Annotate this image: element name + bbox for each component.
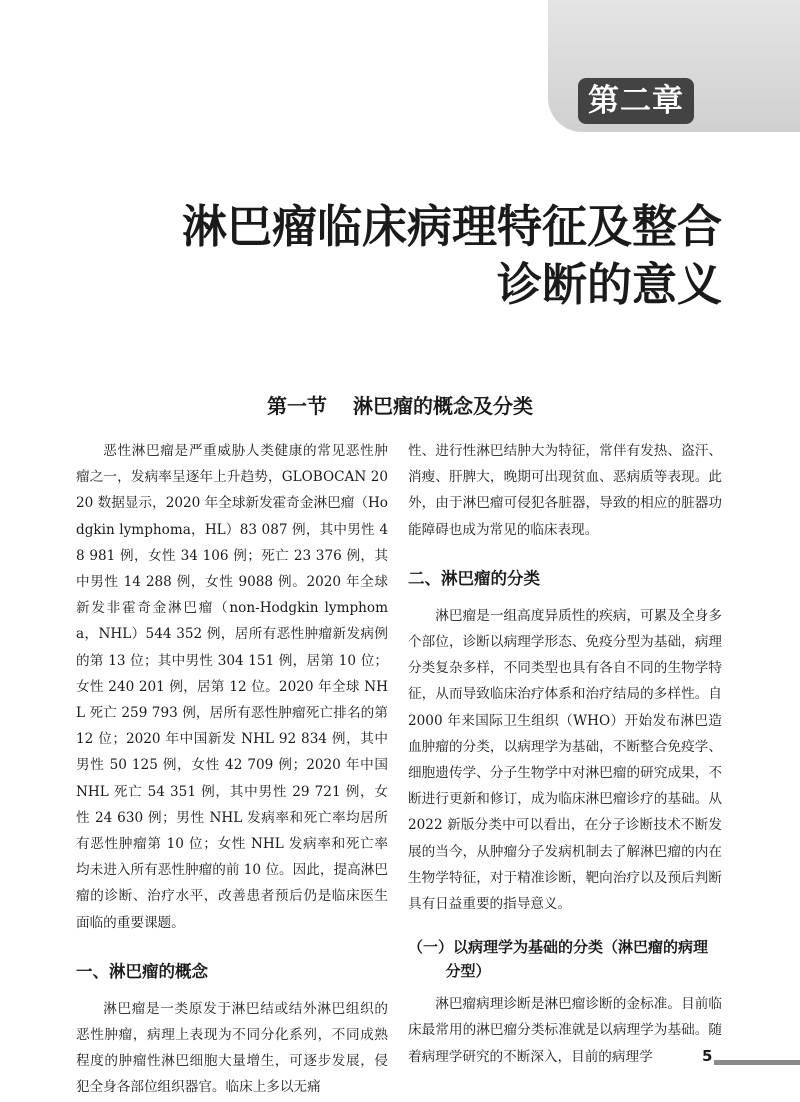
paragraph-classification: 淋巴瘤是一组高度异质性的疾病，可累及全身多个部位，诊断以病理学形态、免疫分型为基础，病理分类复杂多样，不同类型也具有各自不同的生物学特征，从而导致临床治疗体系和治疗结局的多样性。自 2000 年来国际卫生组织（WHO）开始发布淋巴造血肿瘤的分类，以病理学为基础，不断整合免疫学、细胞遗传学、分子生物学中对淋巴瘤的研究成果，不断进行更新和修订，成为临床淋巴瘤诊疗的基础。从 2022 新版分类中可以看出，在分子诊断技术不断发展的当今，从肿瘤分子发病机制去了解淋巴瘤的内在生物学特征，对于精准诊断，靶向治疗以及预后判断具有日益重要的指导意义。 [408,607,722,913]
paragraph-pathology-diagnosis: 淋巴瘤病理诊断是淋巴瘤诊断的金标准。目前临床最常用的淋巴瘤分类标准就是以病理学为基础。随着病理学研究的不断深入，目前的病理学 [408,996,722,1065]
paragraph-epidemiology: 恶性淋巴瘤是严重威胁人类健康的常见恶性肿瘤之一，发病率呈逐年上升趋势，GLOBOCAN 2020 数据显示，2020 年全球新发霍奇金淋巴瘤（Hodgkin lymphoma，HL）83 087 例，其中男性 48 981 例，女性 34 106 例；死亡 23 376 例，其中男性 14 288 例，女性 9088 例。2020 年全球新发非霍奇金淋巴瘤（non-Hodgkin lymphoma，NHL）544 352 例，居所有恶性肿瘤新发病例的第 13 位；其中男性 304 151 例，居第 10 位；女性 240 201 例，居第 12 位。2020 年全球 NHL 死亡 259 793 例，居所有恶性肿瘤死亡排名的第 12 位；2020 年中国新发 NHL 92 834 例，其中男性 50 125 例，女性 42 709 例；2020 年中国 NHL 死亡 54 351 例，其中男性 29 721 例，女性 24 630 例；男性 NHL 发病率和死亡率均居所有恶性肿瘤第 10 位；女性 NHL 发病率和死亡率均未进入所有恶性肿瘤的前 10 位。因此，提高淋巴瘤的诊断、治疗水平，改善患者预后仍是临床医生面临的重要课题。 [76,443,388,931]
paragraph-lymphoma-definition: 淋巴瘤是一类原发于淋巴结或结外淋巴组织的恶性肿瘤，病理上表现为不同分化系列，不同成熟程度的肿瘤性淋巴细胞大量增生，可逐步发展，侵犯全身各部位组织器官。临床上多以无痛 [76,1000,388,1096]
page-number: 5 [702,1047,713,1065]
paragraph-clinical-features: 性、进行性淋巴结肿大为特征，常伴有发热、盗汗、消瘦、肝脾大，晚期可出现贫血、恶病质等表现。此外，由于淋巴瘤可侵犯各脏器，导致的相应的脏器功能障碍也成为常见的临床表现。 [408,443,722,538]
heading-pathology-classification: （一）以病理学为基础的分类（淋巴瘤的病理分型） [408,938,709,981]
right-column [408,438,722,1070]
heading-lymphoma-concept: 一、淋巴瘤的概念 [76,961,208,981]
chapter-label: 第二章 [578,78,694,124]
chapter-title [100,198,722,314]
section-name: 淋巴瘤的概念及分类 [353,394,533,418]
chapter-title-line2: 诊断的意义 [496,258,722,311]
left-column [76,438,388,1101]
section-title [0,390,800,419]
chapter-title-line1: 淋巴瘤临床病理特征及整合 [181,200,722,253]
heading-lymphoma-classification: 二、淋巴瘤的分类 [408,568,540,588]
section-number: 第一节 [267,394,327,418]
page-number-rule [714,1060,800,1065]
